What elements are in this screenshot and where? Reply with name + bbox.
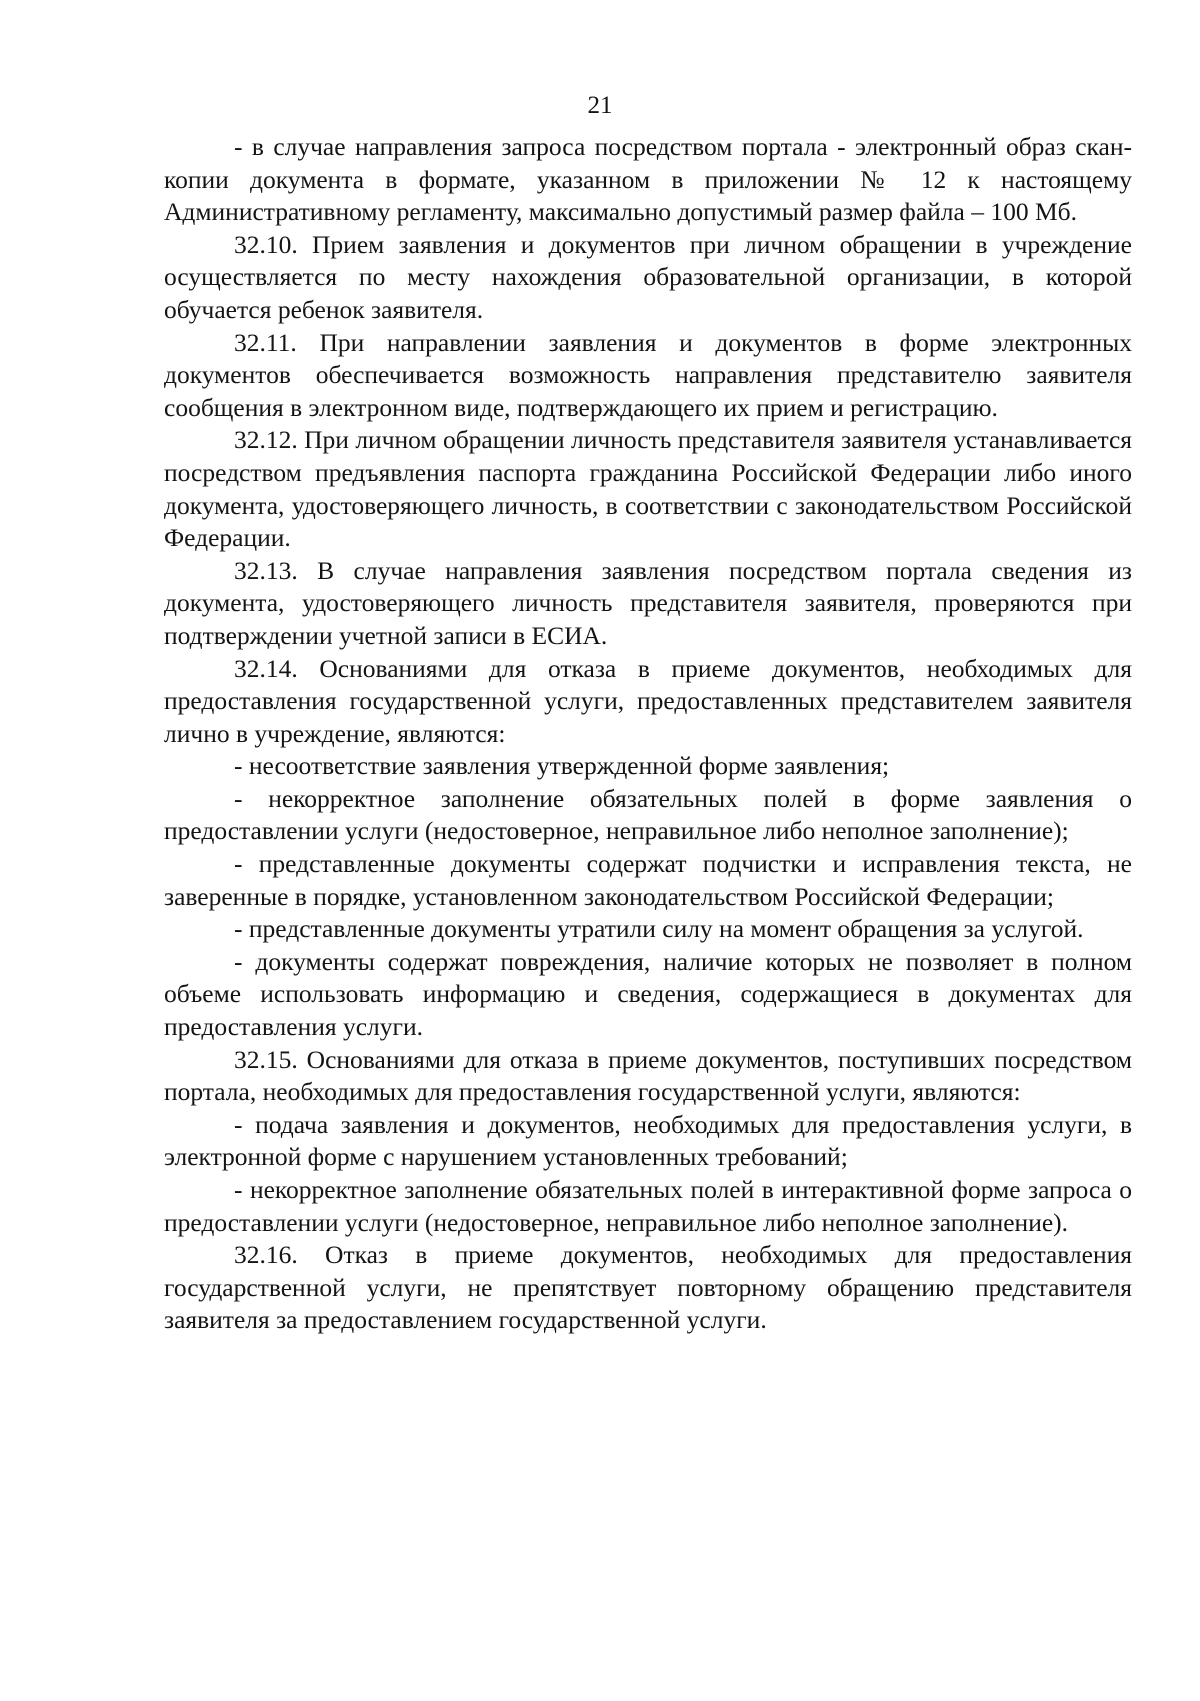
paragraph-32-10: 32.10. Прием заявления и документов при личном обращении в учреждение осуществляется по месту нахождения образовательной организации, в которой обучается ребенок заявителя. [164,229,1132,324]
list-item-interactive-form: - некорректное заполнение обязательных полей в интерактивной форме запроса о предоставлении услуги (недостоверное, неправильное либо неполное заполнение). [164,1175,1132,1237]
list-item-expired-documents: - представленные документы утратили силу на момент обращения за услугой. [234,914,1084,944]
list-item-form-mismatch: - несоответствие заявления утвержденной форме заявления; [234,751,890,781]
document-body [164,131,1132,1337]
list-item-incorrect-fields: - некорректное заполнение обязательных полей в форме заявления о предоставлении услуги (недостоверное, неправильное либо неполное заполнение); [164,783,1132,846]
list-item-requirements-violation: - подача заявления и документов, необходимых для предоставления услуги, в электронной форме с нарушением установленных требований; [164,1109,1132,1172]
paragraph-32-12: 32.12. При личном обращении личность представителя заявителя устанавливается посредством предъявления паспорта гражданина Российской Федерации либо иного документа, удостоверяющего личность, в соответствии с законодательством Российской Федерации. [164,425,1132,553]
paragraph-32-11: 32.11. При направлении заявления и документов в форме электронных документов обеспечивается возможность направления представителю заявителя сообщения в электронном виде, подтверждающего их прием и регистрацию. [164,327,1132,422]
paragraph-32-15: 32.15. Основаниями для отказа в приеме документов, поступивших посредством портала, необходимых для предоставления государственной услуги, являются: [164,1044,1132,1107]
paragraph-32-13: 32.13. В случае направления заявления посредством портала сведения из документа, удостоверяющего личность представителя заявителя, проверяются при подтверждении учетной записи в ЕСИА. [164,555,1132,650]
list-item-corrections: - представленные документы содержат подчистки и исправления текста, не заверенные в порядке, установленном законодательством Российской Федерации; [164,849,1132,911]
paragraph-32-16: 32.16. Отказ в приеме документов, необходимых для предоставления государственной услуги, не препятствует повторному обращению представителя заявителя за предоставлением государственной услуги. [164,1240,1132,1335]
page-number: 21 [587,92,613,119]
list-item-damaged-documents: - документы содержат повреждения, наличие которых не позволяет в полном объеме использовать информацию и сведения, содержащиеся в документах для предоставления услуги. [164,946,1132,1042]
paragraph-32-14: 32.14. Основаниями для отказа в приеме документов, необходимых для предоставления государственной услуги, предоставленных представителем заявителя лично в учреждение, являются: [164,653,1132,748]
paragraph-portal-scan: - в случае направления запроса посредством портала - электронный образ скан-копии документа в формате, указанном в приложении № 12 к настоящему Административному регламенту, максимально допустимый размер файла – 100 Мб. [164,132,1132,227]
